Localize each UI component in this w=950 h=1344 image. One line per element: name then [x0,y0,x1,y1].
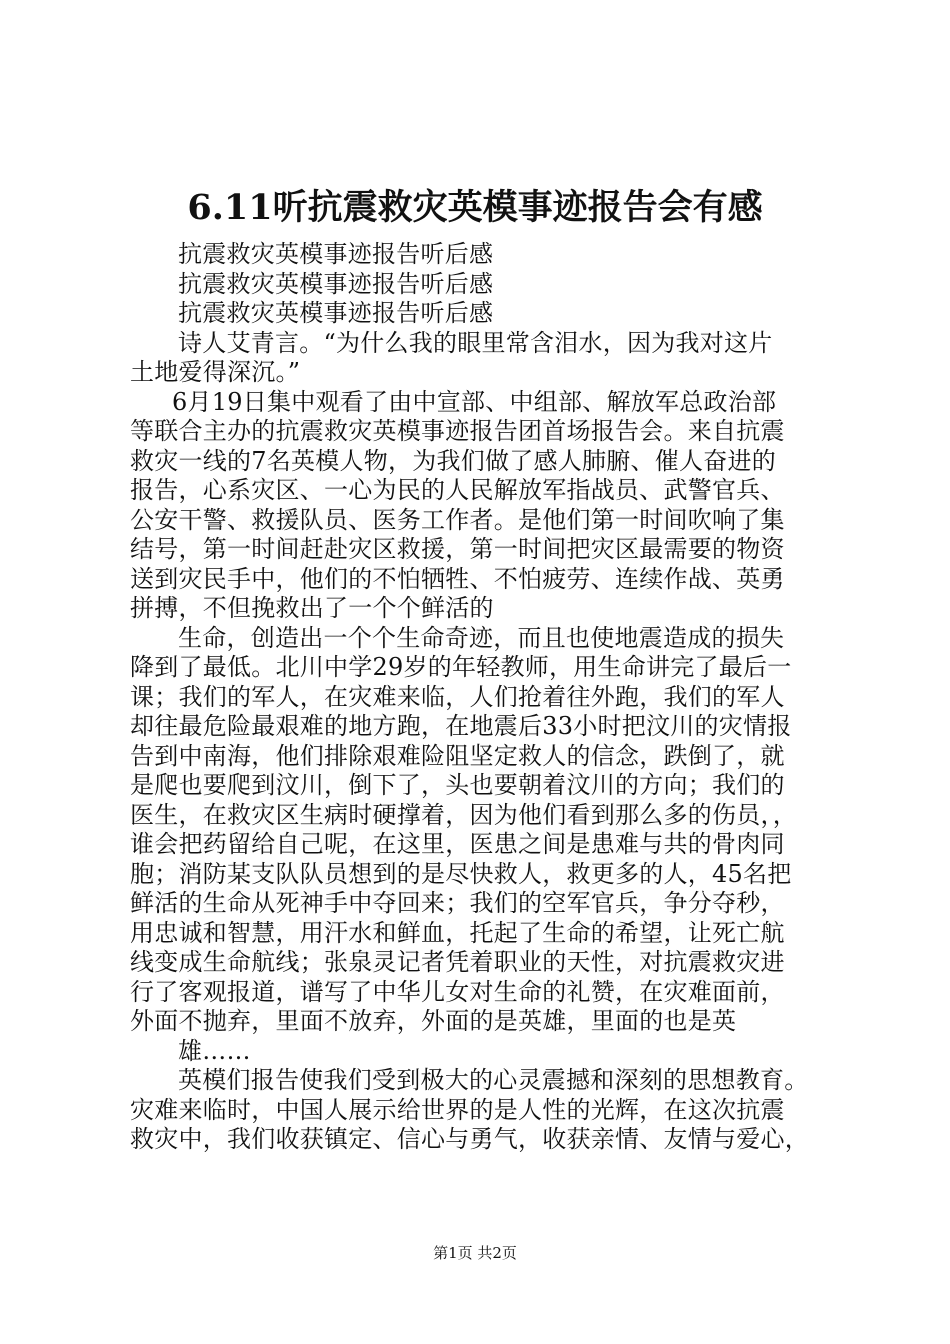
text-line: 抗震救灾英模事迹报告听后感 [178,299,494,327]
text-line: 谁会把药留给自己呢，在这里，医患之间是患难与共的骨肉同 [130,830,785,858]
text-line: 等联合主办的抗震救灾英模事迹报告团首场报告会。来自抗震 [130,417,785,445]
page-footer: 第1页 共2页 [433,1244,517,1262]
text-line: 拼搏，不但挽救出了一个个鲜活的 [130,594,494,622]
text-line: 灾难来临时，中国人展示给世界的是人性的光辉，在这次抗震 [130,1095,785,1124]
text-line: 诗人艾青言。“为什么我的眼里常含泪水，因为我对这片 [178,328,773,357]
text-line: 生命，创造出一个个生命奇迹，而且也使地震造成的损失 [178,623,785,652]
text-line: 救灾中，我们收获镇定、信心与勇气，收获亲情、友情与爱心， [130,1125,809,1153]
text-line: 公安干警、救援队员、医务工作者。是他们第一时间吹响了集 [130,505,785,534]
text-line: 课；我们的军人，在灾难来临，人们抢着往外跑，我们的军人 [130,682,785,711]
text-line: 医生，在救灾区生病时硬撑着，因为他们看到那么多的伤员，， [130,800,797,829]
text-line: 行了客观报道，谱写了中华儿女对生命的礼赞，在灾难面前， [130,977,785,1006]
document-body [130,240,842,1155]
text-line: 线变成生命航线；张泉灵记者凭着职业的天性，对抗震救灾进 [130,948,785,976]
text-line: 雄…… [178,1036,251,1065]
text-line: 却往最危险最艰难的地方跑，在地震后33小时把汶川的灾情报 [130,712,792,740]
text-line: 胞；消防某支队队员想到的是尽快救人，救更多的人，45名把 [130,859,792,888]
document-title: 6.11听抗震救灾英模事迹报告会有感 [187,187,763,228]
text-line: 是爬也要爬到汶川，倒下了，头也要朝着汶川的方向；我们的 [130,771,785,799]
text-line: 告到中南海，他们排除艰难险阻坚定救人的信念，跌倒了，就 [130,741,785,770]
text-line: 土地爱得深沉。” [130,358,301,386]
text-line: 6月19日集中观看了由中宣部、中组部、解放军总政治部 [172,387,777,416]
text-line: 抗震救灾英模事迹报告听后感 [178,240,494,268]
text-line: 英模们报告使我们受到极大的心灵震撼和深刻的思想教育。 [178,1066,809,1094]
text-line: 抗震救灾英模事迹报告听后感 [178,269,494,298]
text-line: 报告，心系灾区、一心为民的人民解放军指战员、武警官兵、 [130,476,785,504]
text-line: 送到灾民手中，他们的不怕牺牲、不怕疲劳、连续作战、英勇 [130,564,785,593]
text-line: 鲜活的生命从死神手中夺回来；我们的空军官兵，争分夺秒， [130,889,785,917]
text-line: 外面不抛弃，里面不放弃，外面的是英雄，里面的也是英 [130,1007,737,1035]
text-line: 结号，第一时间赶赴灾区救援，第一时间把灾区最需要的物资 [130,535,785,563]
text-line: 降到了最低。北川中学29岁的年轻教师，用生命讲完了最后一 [130,653,792,681]
text-line: 用忠诚和智慧，用汗水和鲜血，托起了生命的希望，让死亡航 [130,918,785,947]
text-line: 救灾一线的7名英模人物，为我们做了感人肺腑、催人奋进的 [130,446,777,475]
